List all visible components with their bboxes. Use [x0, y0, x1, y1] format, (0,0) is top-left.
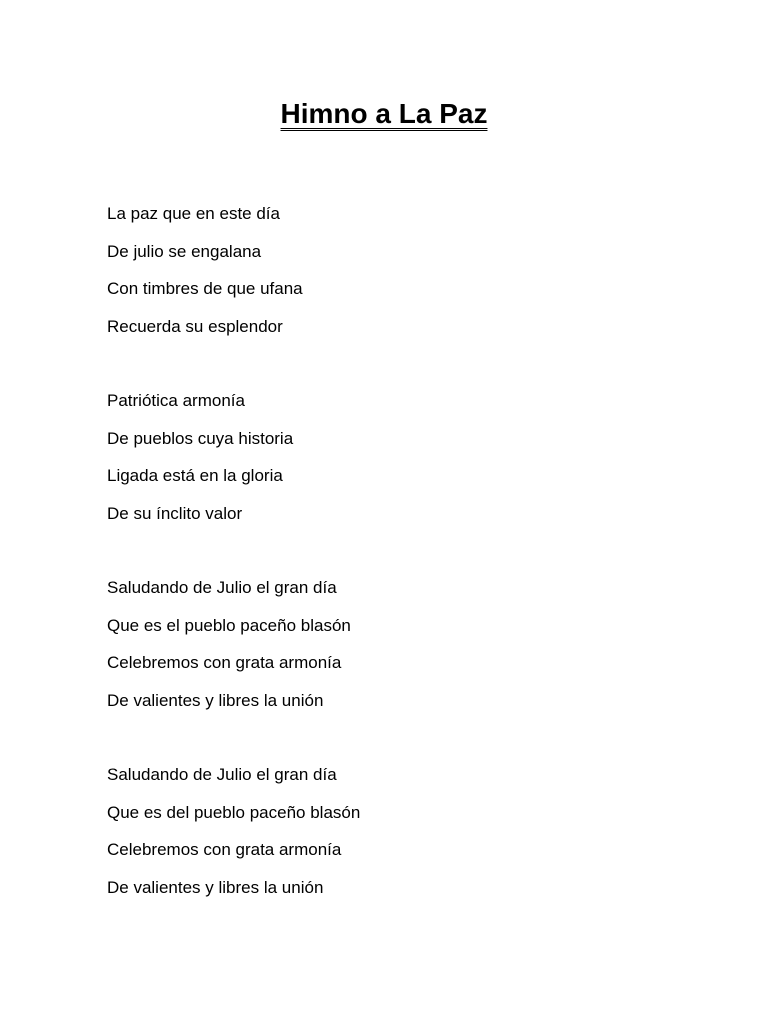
lyric-line: Celebremos con grata armonía [107, 653, 342, 672]
stanza-2 [107, 382, 707, 532]
lyric-line: Saludando de Julio el gran día [107, 765, 337, 784]
lyric-line: Que es del pueblo paceño blasón [107, 802, 361, 822]
lyric-line: Patriótica armonía [107, 391, 245, 410]
lyric-line: Ligada está en la gloria [107, 466, 283, 485]
lyric-line: Con timbres de que ufana [107, 279, 303, 298]
stanza-1 [107, 195, 707, 345]
lyric-line: De valientes y libres la unión [107, 690, 324, 710]
lyric-line: Celebremos con grata armonía [107, 840, 342, 859]
lyric-line: De su ínclito valor [107, 503, 243, 523]
stanza-4-chorus [107, 756, 707, 906]
lyric-line: Recuerda su esplendor [107, 316, 283, 336]
lyric-line: De valientes y libres la unión [107, 877, 324, 897]
lyric-line: De pueblos cuya historia [107, 428, 294, 448]
document-title: Himno a La Paz [280, 98, 488, 129]
lyric-line: La paz que en este día [107, 204, 280, 223]
title-container [0, 96, 768, 132]
lyric-line: Saludando de Julio el gran día [107, 578, 337, 597]
stanza-3-chorus [107, 569, 707, 719]
lyric-line: Que es el pueblo paceño blasón [107, 615, 351, 635]
lyrics-body [107, 195, 707, 943]
lyric-line: De julio se engalana [107, 241, 262, 261]
